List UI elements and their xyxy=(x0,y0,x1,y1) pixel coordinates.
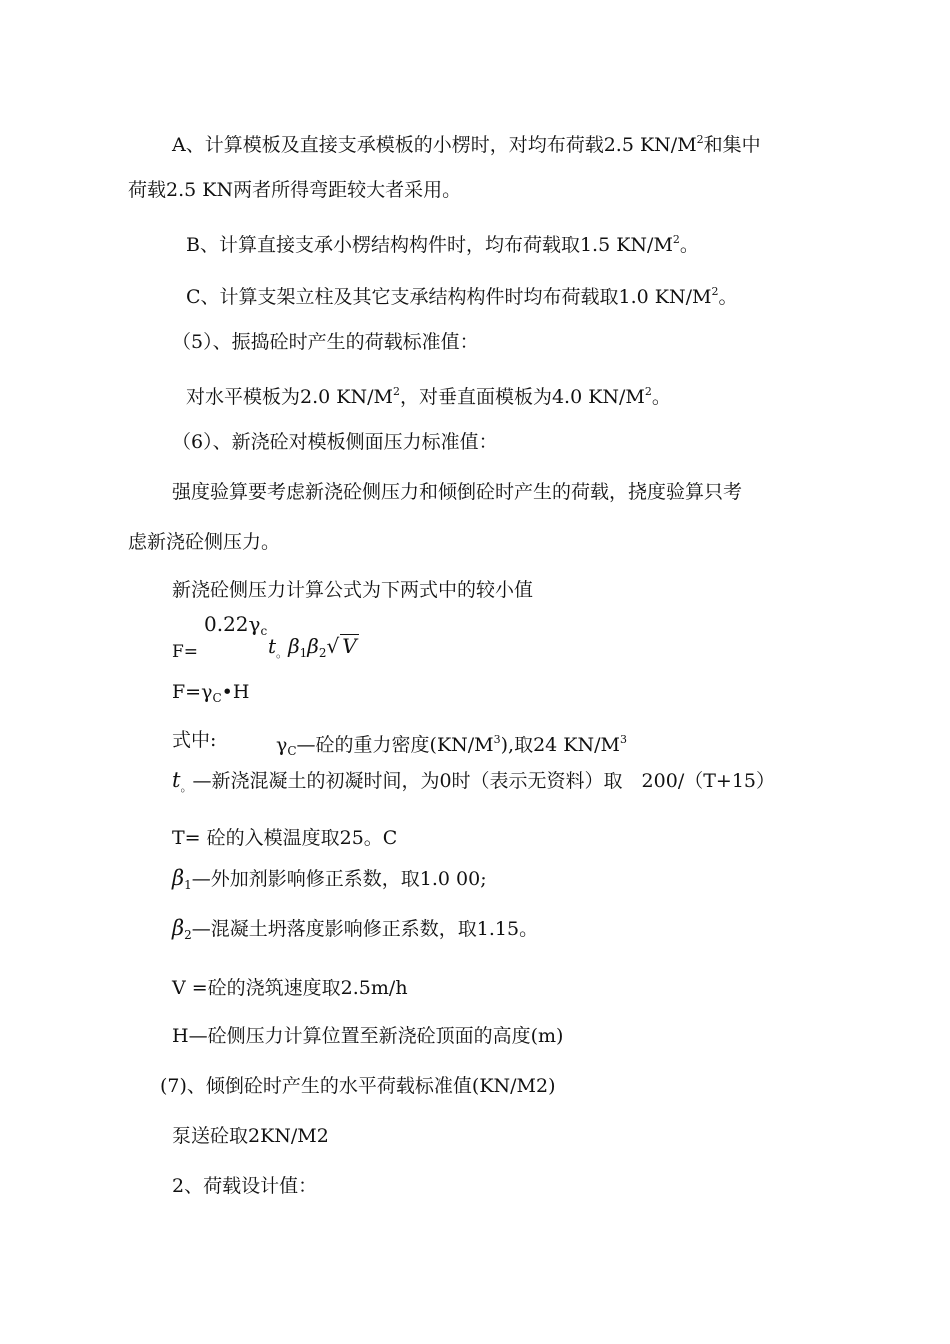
text-line-strength xyxy=(172,480,742,504)
text-line-b xyxy=(186,228,699,257)
text-line-vibration xyxy=(186,380,671,409)
beta2-symbol: β xyxy=(172,916,185,940)
t0-sub: 。 xyxy=(180,780,193,794)
gamma-sup-2: 3 xyxy=(620,733,627,746)
definition-gamma xyxy=(276,728,627,763)
vibration-text-3: 。 xyxy=(651,386,671,408)
definition-height xyxy=(172,1024,563,1048)
heading-6-text: （6）、新浇砼对模板侧面压力标准值： xyxy=(172,431,498,453)
pump-text: 泵送砼取2KN/M2 xyxy=(172,1125,329,1147)
gamma-symbol: γ xyxy=(276,734,288,756)
strength-cont-text: 虑新浇砼侧压力。 xyxy=(128,531,281,553)
heading-7 xyxy=(160,1074,556,1098)
line-a-text: A、计算模板及直接支承模板的小楞时，对均布荷载2.5 KN/M xyxy=(172,134,697,156)
beta1-text: —外加剂影响修正系数，取1.0 00; xyxy=(191,868,487,890)
heading-6 xyxy=(172,430,498,454)
line-b-superscript: 2 xyxy=(672,233,680,246)
definition-temperature xyxy=(172,826,397,850)
formula-1-t-sub: 。 xyxy=(276,646,289,660)
definition-velocity xyxy=(172,976,408,1000)
formula-1-label xyxy=(172,640,198,664)
beta1-sub: 1 xyxy=(184,878,192,892)
formula-1-label-text: F= xyxy=(172,642,199,662)
line-a-superscript: 2 xyxy=(696,133,704,146)
where-label xyxy=(172,728,216,752)
definition-beta1 xyxy=(172,866,487,897)
formula-1-coefficient xyxy=(204,612,267,643)
gamma-text-2: ),取24 KN/M xyxy=(500,734,620,756)
formula-2-text: F=γ xyxy=(172,681,213,703)
heading-5 xyxy=(172,330,479,354)
gamma-text: —砼的重力密度(KN/M xyxy=(296,734,494,756)
formula-1-coef-sub: c xyxy=(260,624,268,638)
velocity-text: V =砼的浇筑速度取2.5m/h xyxy=(172,977,408,999)
temperature-text: T= 砼的入模温度取25。C xyxy=(172,827,398,849)
text-line-c xyxy=(186,280,738,309)
beta2-text: —混凝土坍落度影响修正系数，取1.15。 xyxy=(191,918,539,940)
where-label-text: 式中: xyxy=(172,729,217,751)
formula-2-sub: C xyxy=(212,691,222,705)
vibration-sup-2: 2 xyxy=(644,385,652,398)
beta1-symbol: β xyxy=(172,866,185,890)
formula-1-v: V xyxy=(342,634,357,658)
line-b-tail: 。 xyxy=(679,234,699,256)
height-text: H—砼侧压力计算位置至新浇砼顶面的高度(m) xyxy=(172,1025,564,1047)
text-line-strength-cont xyxy=(128,530,280,554)
strength-text: 强度验算要考虑新浇砼侧压力和倾倒砼时产生的荷载，挠度验算只考 xyxy=(172,481,743,503)
definition-beta2 xyxy=(172,916,538,947)
line-a-tail: 和集中 xyxy=(703,134,761,156)
formula-intro-text: 新浇砼侧压力计算公式为下两式中的较小值 xyxy=(172,579,534,601)
formula-1-sqrt-symbol: √ xyxy=(326,634,340,658)
t0-text: —新浇混凝土的初凝时间，为0时（表示无资料）取 200/（T+15） xyxy=(192,770,775,792)
text-line-a xyxy=(172,128,761,157)
line-b-text: B、计算直接支承小楞结构构件时，均布荷载取1.5 KN/M xyxy=(186,234,673,256)
formula-1-body xyxy=(268,634,359,665)
definition-t0 xyxy=(172,768,775,799)
heading-7-text: (7)、倾倒砼时产生的水平荷载标准值(KN/M2) xyxy=(160,1075,556,1097)
heading-design-value xyxy=(172,1174,317,1198)
text-line-a-cont xyxy=(128,178,461,202)
text-line-pump xyxy=(172,1124,329,1148)
formula-1-t: t xyxy=(268,634,277,658)
formula-1-beta1: β xyxy=(288,634,300,658)
vibration-text-2: ，对垂直面模板为4.0 KN/M xyxy=(399,386,645,408)
vibration-text-1: 对水平模板为2.0 KN/M xyxy=(186,386,393,408)
formula-1-beta2: β xyxy=(307,634,319,658)
text-line-formula-intro xyxy=(172,578,533,602)
beta2-sub: 2 xyxy=(184,928,192,942)
design-value-text: 2、荷载设计值： xyxy=(172,1175,318,1197)
line-c-tail: 。 xyxy=(718,286,738,308)
vibration-sup-1: 2 xyxy=(392,385,400,398)
formula-2-tail: •H xyxy=(221,681,250,703)
gamma-sup-1: 3 xyxy=(493,733,501,746)
line-c-text: C、计算支架立柱及其它支承结构构件时均布荷载取1.0 KN/M xyxy=(186,286,712,308)
formula-1-coef-text: 0.22γ xyxy=(204,612,261,636)
line-a-cont-text: 荷载2.5 KN两者所得弯距较大者采用。 xyxy=(128,179,462,201)
formula-1-beta2-sub: 2 xyxy=(318,646,327,660)
gamma-sub: C xyxy=(287,744,297,758)
line-c-superscript: 2 xyxy=(711,285,719,298)
formula-1-beta1-sub: 1 xyxy=(299,646,308,660)
t0-symbol: t xyxy=(172,768,181,792)
formula-2 xyxy=(172,680,249,710)
heading-5-text: （5）、振捣砼时产生的荷载标准值： xyxy=(172,331,479,353)
